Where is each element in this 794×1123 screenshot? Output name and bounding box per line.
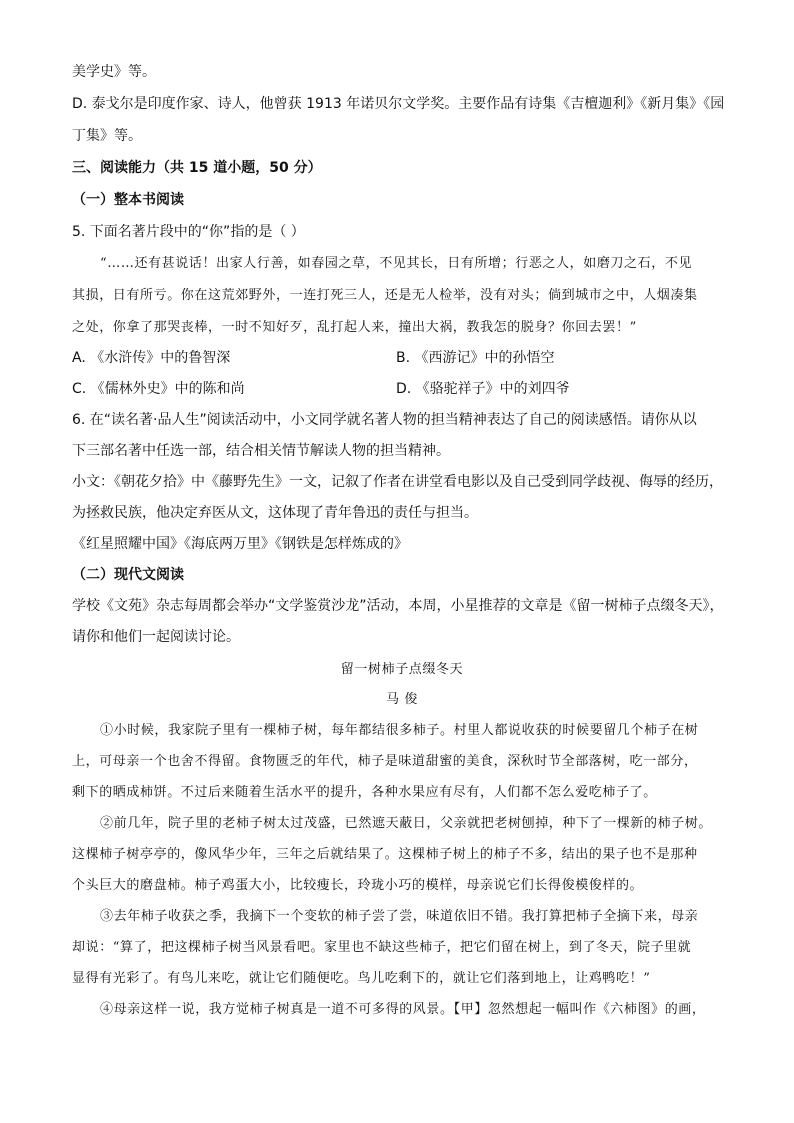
q6-stem-line-2: 下三部名著中任选一部，结合相关情节解读人物的担当精神。 bbox=[72, 443, 450, 459]
q5-option-a: A. 《水浒传》中的鲁智深 bbox=[72, 350, 231, 366]
q5-option-d: D. 《骆驼祥子》中的刘四爷 bbox=[396, 381, 570, 397]
option-d-line-1: D. 泰戈尔是印度作家、诗人，他曾获 1913 年诺贝尔文学奖。主要作品有诗集《吉檀迦利》《新月集》《园 bbox=[72, 96, 725, 112]
q6-example-line-1: 小文：《朝花夕拾》中《藤野先生》一文，记叙了作者在讲堂看电影以及自己受到同学歧视、侮辱的经历， bbox=[72, 474, 723, 490]
article-p3-line-2: 却说：“算了，把这棵柿子树当风景看吧。家里也不缺这些柿子，把它们留在树上，到了冬天，院子里就 bbox=[72, 940, 692, 955]
article-p4-line-1: ④母亲这样一说，我方觉柿子树真是一道不可多得的风景。【甲】忽然想起一幅叫作《六柿图》的画， bbox=[100, 1002, 706, 1017]
part-2-intro-line-2: 请你和他们一起阅读讨论。 bbox=[72, 629, 240, 645]
q6-stem-line-1: 6. 在“读名著·品人生”阅读活动中，小文同学就名著人物的担当精神表达了自己的阅读感悟。请你从以 bbox=[72, 412, 697, 428]
article-p3-line-1: ③去年柿子收获之季，我摘下一个变软的柿子尝了尝，味道依旧不错。我打算把柿子全摘下来，母亲 bbox=[100, 909, 699, 924]
q6-example-line-2: 为拯救民族，他决定弃医从文，这体现了青年鲁迅的责任与担当。 bbox=[72, 505, 478, 521]
article-author: 马 俊 bbox=[386, 692, 418, 707]
article-p1-line-2: 上，可母亲一个也舍不得留。食物匮乏的年代，柿子是味道甜蜜的美食，深秋时节全部落树，吃一部分， bbox=[72, 754, 698, 769]
article-title: 留一树柿子点缀冬天 bbox=[340, 662, 464, 677]
article-p3-line-3: 显得有光彩了。有鸟儿来吃，就让它们随便吃。鸟儿吃剩下的，就让它们落到地上，让鸡鸭吃！” bbox=[72, 971, 651, 986]
q5-option-c: C. 《儒林外史》中的陈和尚 bbox=[72, 381, 245, 397]
article-p2-line-1: ②前几年，院子里的老柿子树太过茂盛，已然遮天蔽日，父亲就把老树刨掉，种下了一棵新的柿子树。 bbox=[100, 816, 713, 831]
q5-option-b: B. 《西游记》中的孙悟空 bbox=[396, 350, 555, 366]
article-p1-line-3: 剩下的晒成柿饼。不过后来随着生活水平的提升，各种水果应有尽有，人们都不怎么爱吃柿子了。 bbox=[72, 785, 657, 800]
article-p1-line-1: ①小时候，我家院子里有一棵柿子树，每年都结很多柿子。村里人都说收获的时候要留几个柿子在树 bbox=[100, 723, 699, 738]
intro-line-1: 美学史》等。 bbox=[72, 64, 156, 80]
q5-quote-line-2: 其损，日有所亏。你在这荒郊野外，一连打死三人，还是无人检举，没有对头；倘到城市之中，人烟凑集 bbox=[72, 288, 698, 303]
q5-stem: 5. 下面名著片段中的“你”指的是（ ） bbox=[72, 224, 305, 240]
option-d-line-2: 丁集》等。 bbox=[72, 128, 142, 144]
part-1-title: （一）整本书阅读 bbox=[72, 192, 184, 208]
article-p2-line-3: 个头巨大的磨盘柿。柿子鸡蛋大小，比较瘦长，玲珑小巧的模样，母亲说它们长得俊模俊样的。 bbox=[72, 878, 644, 893]
q5-quote-line-1: “……还有甚说话！出家人行善，如春园之草，不见其长，日有所增；行恶之人，如磨刀之石，不见 bbox=[100, 256, 693, 271]
q6-book-list: 《红星照耀中国》《海底两万里》《钢铁是怎样炼成的》 bbox=[72, 536, 408, 552]
q5-quote-line-3: 之处，你拿了那哭丧棒，一时不知好歹，乱打起人来，撞出大祸，教我怎的脱身？你回去罢！” bbox=[72, 320, 637, 335]
part-2-title: （二）现代文阅读 bbox=[72, 567, 184, 583]
article-p2-line-2: 这棵柿子树亭亭的，像风华少年，三年之后就结果了。这棵柿子树上的柿子不多，结出的果子也不是那种 bbox=[72, 847, 698, 862]
part-2-intro-line-1: 学校《文苑》杂志每周都会举办“文学鉴赏沙龙”活动，本周，小星推荐的文章是《留一树柿子点缀冬天》， bbox=[72, 598, 724, 614]
section-3-title: 三、阅读能力（共 15 道小题，50 分） bbox=[72, 160, 322, 176]
